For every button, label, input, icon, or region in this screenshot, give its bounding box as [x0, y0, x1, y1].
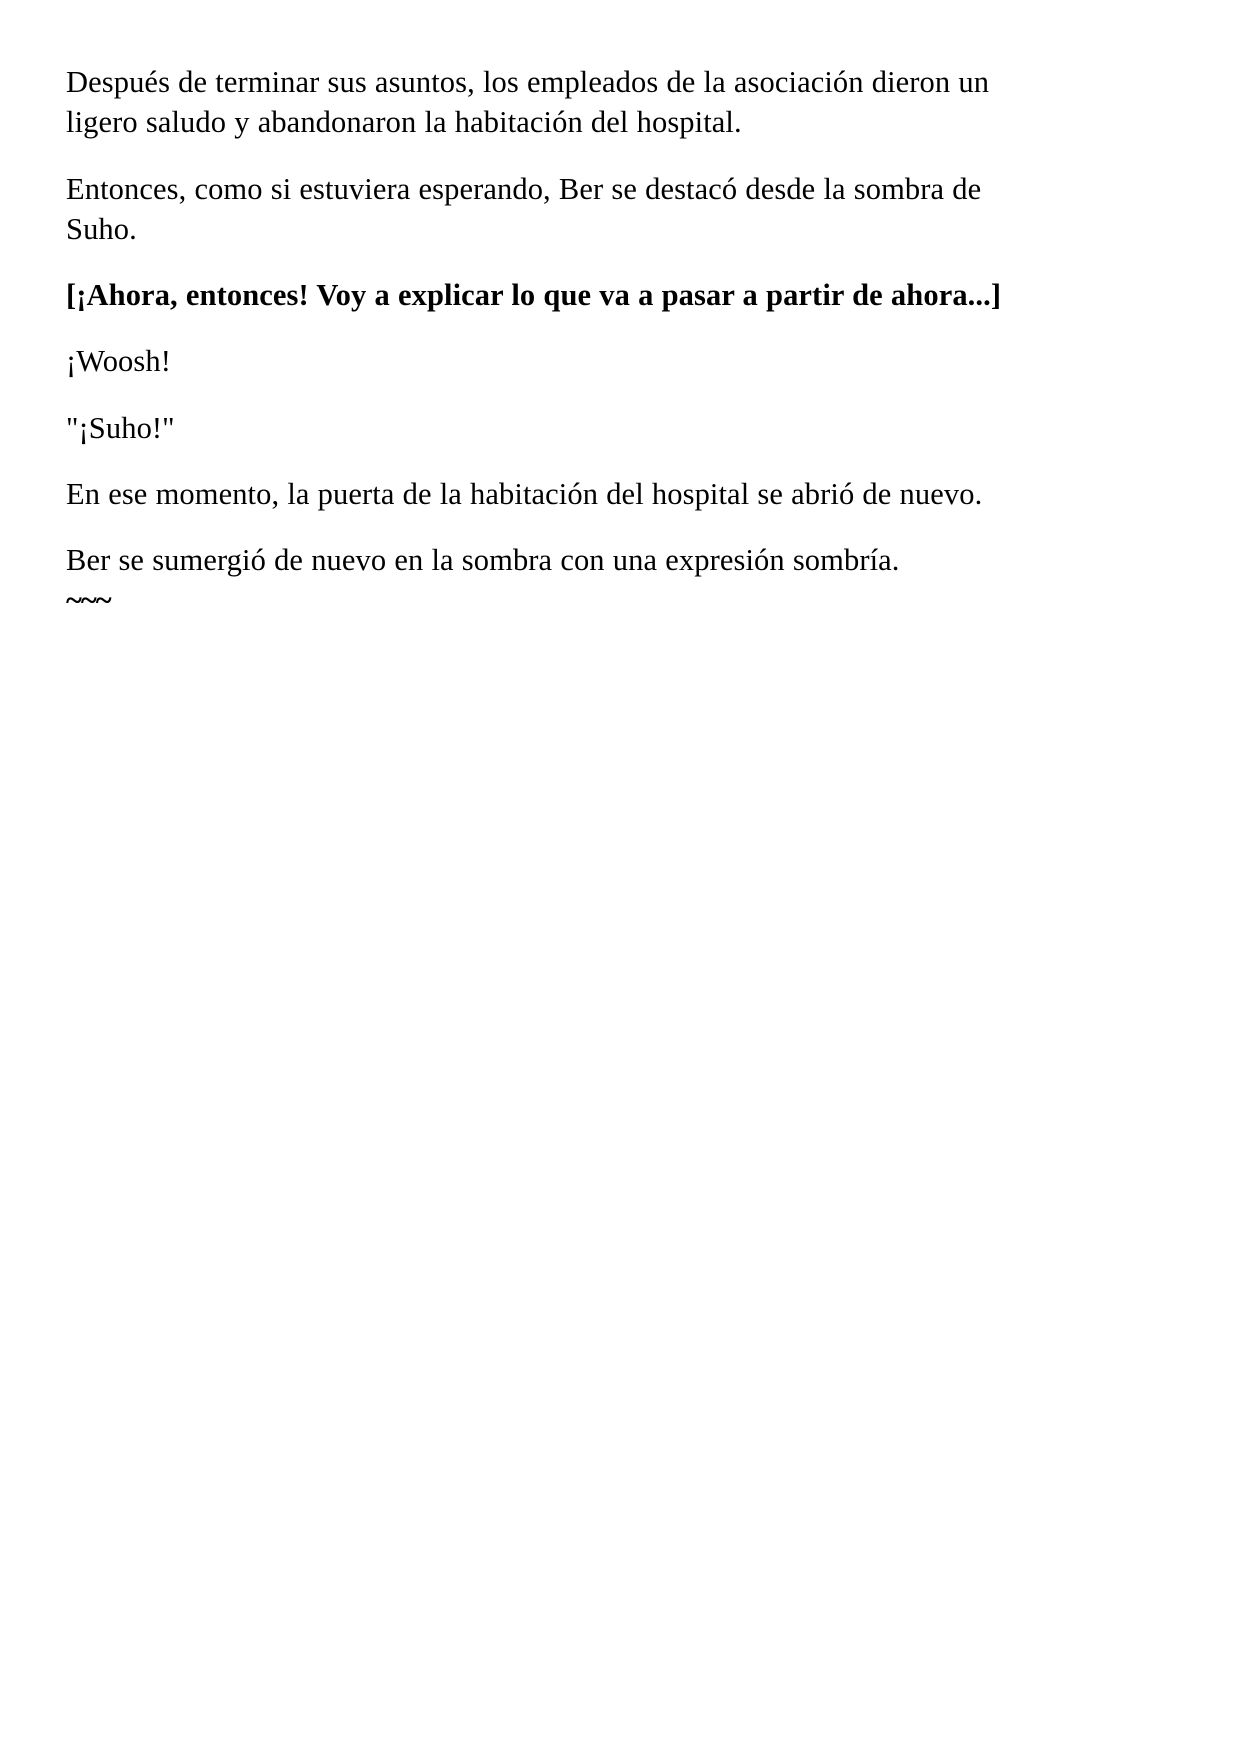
- paragraph-5-dialogue: "¡Suho!": [66, 410, 175, 445]
- paragraph-4-sound-effect: ¡Woosh!: [66, 344, 171, 379]
- paragraph-2: Entonces, como si estuviera esperando, Ber se destacó desde la sombra de Suho.: [66, 171, 982, 246]
- paragraph-7: Ber se sumergió de nuevo en la sombra con una expresión sombría.: [66, 543, 900, 577]
- paragraph-3-system-message: [¡Ahora, entonces! Voy a explicar lo que va a pasar a partir de ahora...]: [66, 278, 1002, 312]
- scene-break-divider: ~~~: [66, 583, 111, 618]
- paragraph-6: En ese momento, la puerta de la habitación del hospital se abrió de nuevo.: [66, 476, 983, 511]
- document-body: [66, 62, 1036, 621]
- paragraph-1: Después de terminar sus asuntos, los empleados de la asociación dieron un ligero saludo y abandonaron la habitación del hospital.: [66, 65, 990, 140]
